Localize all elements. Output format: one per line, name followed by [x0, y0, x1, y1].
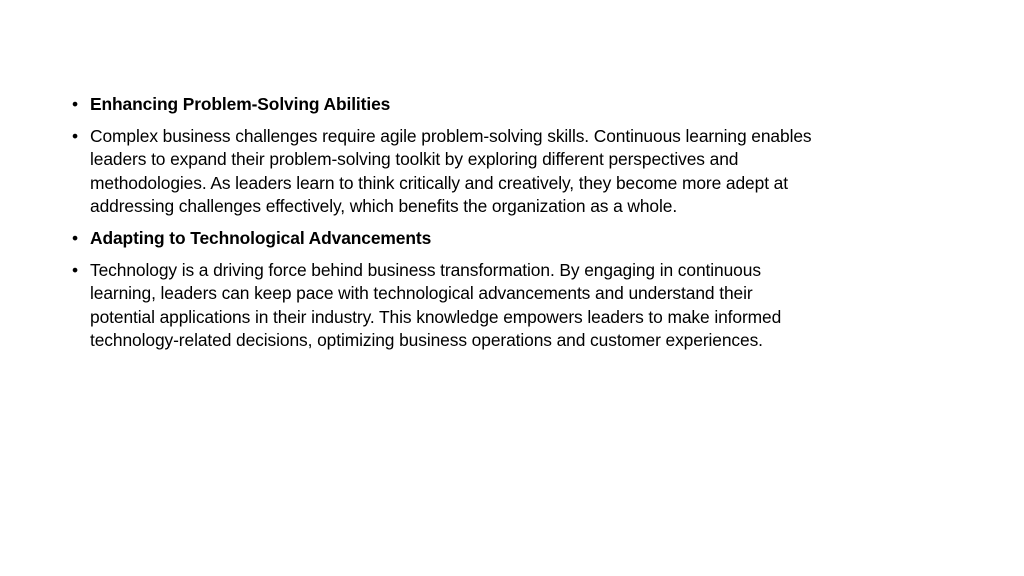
bullet-paragraph-text: Technology is a driving force behind business transformation. By engaging in continuous learning, leaders can keep pace with technological advancements and understand their potential applications in their industry. This knowledge empowers leaders to make informed technology-related decisions, optimizing business operations and customer experiences. — [90, 260, 782, 350]
bullet-heading-problem-solving — [72, 93, 812, 116]
bullet-paragraph-text: Complex business challenges require agile problem-solving skills. Continuous learning enables leaders to expand their problem-solving toolkit by exploring different perspectives and methodologies. As leaders learn to think critically and creatively, they become more adept at addressing challenges effectively, which benefits the organization as a whole. — [90, 126, 812, 216]
bullet-marker: • — [72, 260, 78, 281]
bullet-heading-text: Adapting to Technological Advancements — [90, 228, 432, 249]
bullet-list — [72, 93, 812, 352]
bullet-heading-technology — [72, 227, 812, 250]
bullet-paragraph-technology — [72, 259, 812, 352]
bullet-marker: • — [72, 126, 78, 147]
bullet-paragraph-problem-solving — [72, 125, 812, 218]
bullet-heading-text: Enhancing Problem-Solving Abilities — [90, 94, 391, 114]
slide-body — [72, 93, 812, 361]
bullet-marker: • — [72, 94, 78, 114]
bullet-marker: • — [72, 228, 78, 249]
